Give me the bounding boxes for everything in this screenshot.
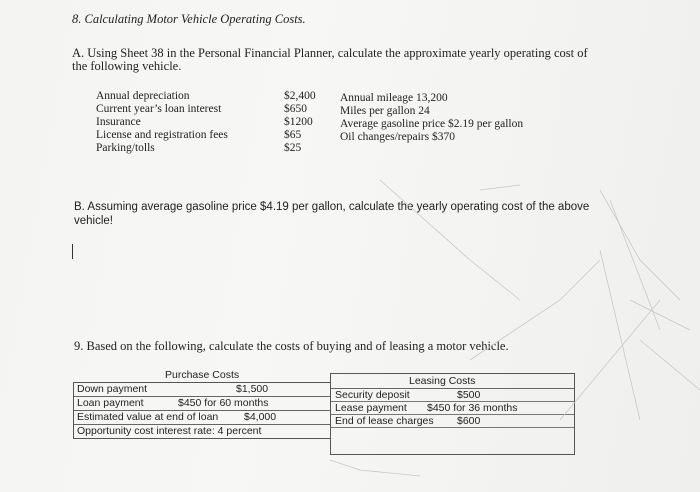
driving-info-line: Miles per gallon 24 (340, 105, 430, 117)
row-label: Down payment (77, 383, 148, 395)
driving-info-line: Average gasoline price $2.19 per gallon (340, 118, 524, 130)
cost-label: Insurance (96, 116, 141, 128)
cost-amount: $1200 (284, 116, 313, 128)
text-cursor[interactable] (72, 244, 73, 259)
leasing-costs-heading: Leasing Costs (409, 375, 476, 387)
row-value: $1,500 (236, 383, 269, 395)
cost-label: License and registration fees (96, 129, 228, 141)
driving-info-line: Annual mileage 13,200 (340, 92, 448, 104)
table-row (331, 389, 574, 402)
question-9-title: 9. Based on the following, calculate the costs of buying and of leasing a motor vehicle. (74, 339, 509, 353)
purchase-costs-table (73, 382, 331, 439)
row-value: $450 for 36 months (427, 402, 518, 414)
cost-label: Annual depreciation (96, 90, 190, 102)
cost-amount: $25 (284, 142, 302, 154)
cost-amount: $65 (284, 129, 302, 141)
row-label: End of lease charges (335, 415, 434, 427)
question-8b-line-1: B. Assuming average gasoline price $4.19 per gallon, calculate the yearly operating cost of the above (74, 201, 590, 213)
cost-label: Current year’s loan interest (96, 103, 222, 115)
table-row (331, 415, 574, 428)
table-row (74, 383, 330, 396)
table-row (331, 402, 574, 415)
purchase-costs-heading: Purchase Costs (165, 369, 240, 381)
row-label: Estimated value at end of loan (77, 411, 219, 423)
row-value: $450 for 60 months (178, 397, 269, 409)
row-label: Lease payment (335, 402, 407, 414)
cost-amount: $650 (284, 103, 307, 115)
table-row (74, 410, 330, 424)
row-value: $500 (457, 389, 481, 401)
question-8a-instruction-line-2: the following vehicle. (72, 59, 182, 73)
question-8a-instruction-line-1: A. Using Sheet 38 in the Personal Financial Planner, calculate the approximate yearly operating cost of (72, 46, 588, 60)
driving-info (340, 92, 523, 144)
row-value: $4,000 (244, 411, 277, 423)
fixed-cost-labels (96, 90, 228, 155)
row-label: Opportunity cost interest rate: 4 percent (77, 425, 262, 437)
cost-label: Parking/tolls (96, 142, 155, 154)
question-8-title: 8. Calculating Motor Vehicle Operating Costs. (72, 12, 306, 26)
table-row (74, 396, 330, 410)
row-label: Loan payment (77, 397, 144, 409)
row-label: Security deposit (335, 389, 410, 401)
leasing-costs-table (330, 373, 575, 455)
fixed-cost-amounts (284, 90, 316, 155)
question-8b-line-2: vehicle! (74, 215, 113, 227)
cost-amount: $2,400 (284, 90, 316, 102)
driving-info-line: Oil changes/repairs $370 (340, 131, 455, 143)
table-row (74, 424, 330, 438)
row-value: $600 (457, 415, 481, 427)
